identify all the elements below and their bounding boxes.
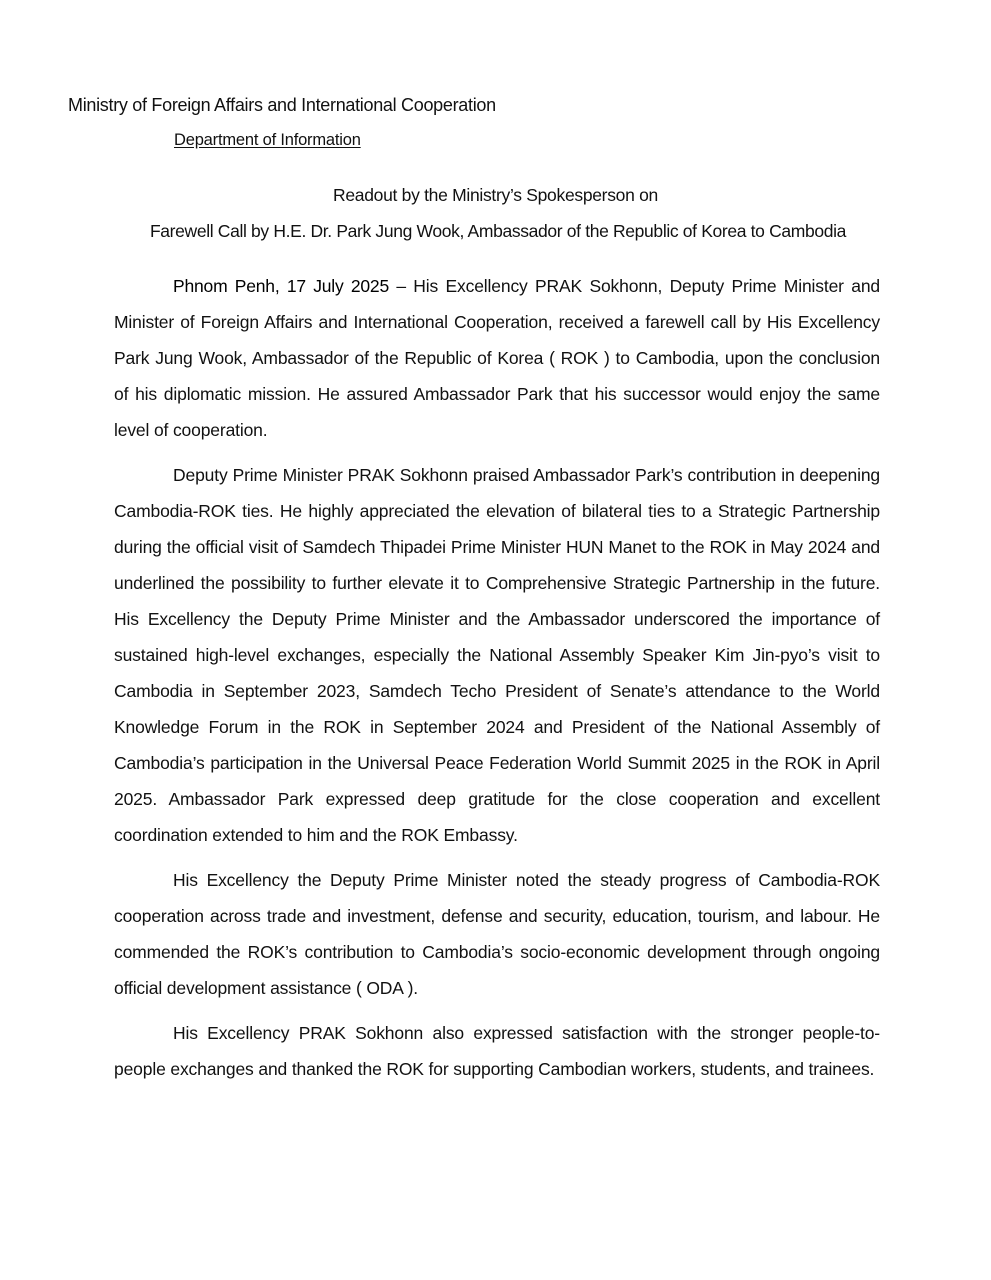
dateline: Phnom Penh, 17 July 2025 bbox=[173, 276, 389, 296]
paragraph-1 bbox=[114, 268, 880, 448]
press-release-body bbox=[114, 268, 880, 1096]
paragraph-3: His Excellency the Deputy Prime Minister noted the steady progress of Cambodia-ROK cooperation across trade and investment, defense and security, education, tourism, and labour. He commended the ROK’s contribution to Cambodia’s socio-economic development through ongoing official development assistance ( ODA ). bbox=[114, 870, 880, 998]
department-heading: Department of Information bbox=[174, 131, 361, 149]
paragraph-1-text: – His Excellency PRAK Sokhonn, Deputy Prime Minister and Minister of Foreign Affairs and International Cooperation, received a farewell call by His Excellency Park Jung Wook, Ambassador of the Republic of Korea ( ROK ) to Cambodia, upon the conclusion of his diplomatic mission. He assured Ambassador Park that his successor would enjoy the same level of cooperation. bbox=[114, 276, 880, 440]
readout-title-line-1: Readout by the Ministry’s Spokesperson on bbox=[333, 185, 658, 205]
ministry-heading: Ministry of Foreign Affairs and International Cooperation bbox=[68, 95, 496, 115]
paragraph-2: Deputy Prime Minister PRAK Sokhonn praised Ambassador Park’s contribution in deepening Cambodia-ROK ties. He highly appreciated the elevation of bilateral ties to a Strategic Partnership during the official visit of Samdech Thipadei Prime Minister HUN Manet to the ROK in May 2024 and underlined the possibility to further elevate it to Comprehensive Strategic Partnership in the future. His Excellency the Deputy Prime Minister and the Ambassador underscored the importance of sustained high-level exchanges, especially the National Assembly Speaker Kim Jin-pyo’s visit to Cambodia in September 2023, Samdech Techo President of Senate’s attendance to the World Knowledge Forum in the ROK in September 2024 and President of the National Assembly of Cambodia’s participation in the Universal Peace Federation World Summit 2025 in the ROK in April 2025. Ambassador Park expressed deep gratitude for the close cooperation and excellent coordination extended to him and the ROK Embassy. bbox=[114, 465, 880, 845]
paragraph-4: His Excellency PRAK Sokhonn also expressed satisfaction with the stronger people-to-people exchanges and thanked the ROK for supporting Cambodian workers, students, and trainees. bbox=[114, 1023, 880, 1079]
readout-title-line-2: Farewell Call by H.E. Dr. Park Jung Wook, Ambassador of the Republic of Korea to Cambodia bbox=[149, 221, 847, 241]
